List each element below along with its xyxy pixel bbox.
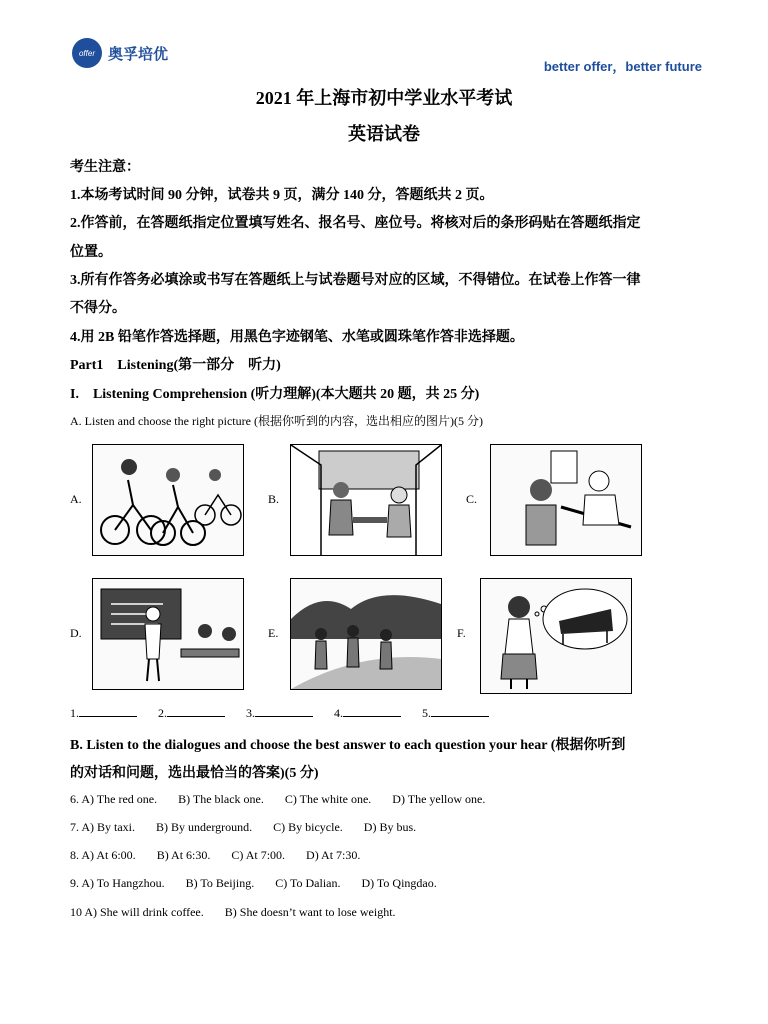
cyclists-picture [92, 444, 244, 556]
answer-option[interactable]: B) By underground. [156, 820, 253, 834]
answer-option[interactable]: C) The white one. [284, 792, 372, 806]
answer-blank[interactable]: 2. [158, 706, 225, 720]
offer-logo-icon: offer [72, 38, 102, 68]
section-b-heading: B. Listen to the dialogues and choose the best answer to each question your hear (根据你听到 [70, 738, 626, 753]
answer-option[interactable]: D) By bus. [363, 820, 417, 834]
answer-option[interactable]: C) By bicycle. [273, 820, 343, 834]
picture-label: D. [70, 626, 82, 640]
brand-slogan: better offer，better future [543, 59, 702, 74]
notice-item: 3.所有作答务必填涂或书写在答题纸上与试卷题号对应的区域，不得错位。在试卷上作答一律 [70, 273, 641, 288]
section-b-heading: 的对话和问题，选出最恰当的答案)(5 分) [70, 766, 319, 781]
answer-option[interactable]: A) She will drink coffee. [84, 905, 204, 919]
notice-item: 位置。 [70, 245, 112, 260]
question-row: 9. A) To Hangzhou. B) To Beijing. C) To Dalian. D) To Qingdao. [70, 876, 437, 890]
picture-label: A. [70, 492, 82, 506]
question-row: 8. A) At 6:00. B) At 6:30. C) At 7:00. D) At 7:30. [70, 848, 361, 862]
brand-name: 奥孚培优 [108, 44, 169, 63]
classroom-teacher-picture [92, 578, 244, 690]
doctor-visit-picture [490, 444, 642, 556]
answer-option[interactable]: A) At 6:00. [81, 848, 136, 862]
answer-option[interactable]: B) At 6:30. [156, 848, 211, 862]
answer-blank[interactable]: 5. [422, 706, 489, 720]
part-heading: Part1 Listening(第一部分 听力) [70, 358, 281, 373]
answer-option[interactable]: C) At 7:00. [231, 848, 286, 862]
section-heading: I. Listening Comprehension (听力理解)(本大题共 20 题，共 25 分) [70, 387, 480, 402]
answer-option[interactable]: A) To Hangzhou. [81, 876, 165, 890]
hikers-mountain-picture [290, 578, 442, 690]
answer-option[interactable]: A) By taxi. [81, 820, 136, 834]
answer-blank[interactable]: 3. [246, 706, 313, 720]
notice-item: 不得分。 [70, 301, 126, 316]
answer-option[interactable]: B) The black one. [178, 792, 264, 806]
answer-option[interactable]: C) To Dalian. [275, 876, 341, 890]
notice-heading: 考生注意： [70, 160, 140, 175]
picture-label: E. [268, 626, 279, 640]
answer-option[interactable]: D) The yellow one. [392, 792, 486, 806]
answer-blanks-row [70, 706, 702, 721]
notice-item: 4.用 2B 铅笔作答选择题，用黑色字迹钢笔、水笔或圆珠笔作答非选择题。 [70, 330, 524, 345]
answer-option[interactable]: D) At 7:30. [306, 848, 361, 862]
question-row: 10 A) She will drink coffee. B) She doesn’t want to lose weight. [70, 905, 396, 919]
brand-logo [72, 38, 168, 68]
notice-item: 2.作答前，在答题纸指定位置填写姓名、报名号、座位号。将核对后的条形码贴在答题纸指定 [70, 216, 641, 231]
exam-title: 2021 年上海市初中学业水平考试 [255, 88, 513, 108]
question-row: 6. A) The red one. B) The black one. C) The white one. D) The yellow one. [70, 792, 486, 806]
picture-label: C. [466, 492, 478, 506]
picture-label: F. [457, 626, 466, 640]
train-passengers-picture [290, 444, 442, 556]
answer-option[interactable]: D) To Qingdao. [361, 876, 437, 890]
answer-option[interactable]: A) The red one. [81, 792, 158, 806]
question-row: 7. A) By taxi. B) By underground. C) By bicycle. D) By bus. [70, 820, 417, 834]
picture-label: B. [268, 492, 280, 506]
answer-blank[interactable]: 1. [70, 706, 137, 720]
answer-option[interactable]: B) She doesn’t want to lose weight. [224, 905, 396, 919]
answer-blank[interactable]: 4. [334, 706, 401, 720]
exam-subtitle: 英语试卷 [348, 124, 420, 144]
section-a-instruction: A. Listen and choose the right picture (根据你听到的内容，选出相应的图片)(5 分) [70, 414, 483, 428]
page-header [72, 38, 702, 74]
answer-option[interactable]: B) To Beijing. [185, 876, 255, 890]
girl-piano-dream-picture [480, 578, 632, 694]
notice-item: 1.本场考试时间 90 分钟，试卷共 9 页，满分 140 分，答题纸共 2 页。 [70, 188, 494, 203]
